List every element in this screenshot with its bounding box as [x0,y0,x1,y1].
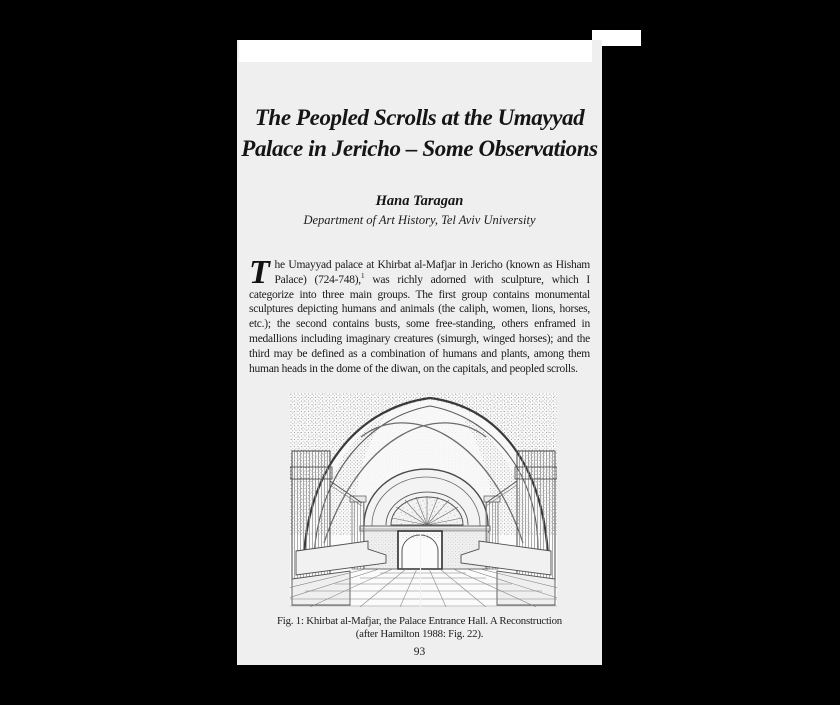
palace-entrance-hall-drawing [290,393,557,607]
paper-title-line2: Palace in Jericho – Some Observations [241,136,598,161]
author-affiliation: Department of Art History, Tel Aviv University [303,213,536,227]
figure-caption [237,615,602,641]
drop-cap: T [249,254,270,291]
page-number: 93 [413,646,426,658]
figure-caption-line2: (after Hamilton 1988: Fig. 22). [355,628,484,640]
page-header-strip [239,40,592,62]
figure-caption-line1: Fig. 1: Khirbat al-Mafjar, the Palace Entrance Hall. A Reconstruction [277,615,562,627]
footnote-marker: 1 [360,270,365,280]
figure-1 [290,393,557,607]
author-name: Hana Taragan [375,193,464,209]
paper-page [237,40,602,665]
paragraph-text-before-note: he Umayyad palace at Khirbat al-Mafjar in Jericho (known as Hisham Palace) (724-748), [274,259,590,286]
body-paragraph [249,254,590,376]
paper-title [237,102,602,164]
paragraph-text-after-note: was richly adorned with sculpture, which I categorize into three main groups. The first group contains monumental sculptures depicting humans and animals (the caliph, women, lions, horses, etc.); the second contains busts, some free-standing, others enframed in medallions including imaginary creatures (simurgh, winged horses); and the third may be defined as a combination of humans and plants, among them human heads in the dome of the diwan, on the capitals, and peopled scrolls. [249,273,590,375]
paper-title-line1: The Peopled Scrolls at the Umayyad [254,105,585,130]
